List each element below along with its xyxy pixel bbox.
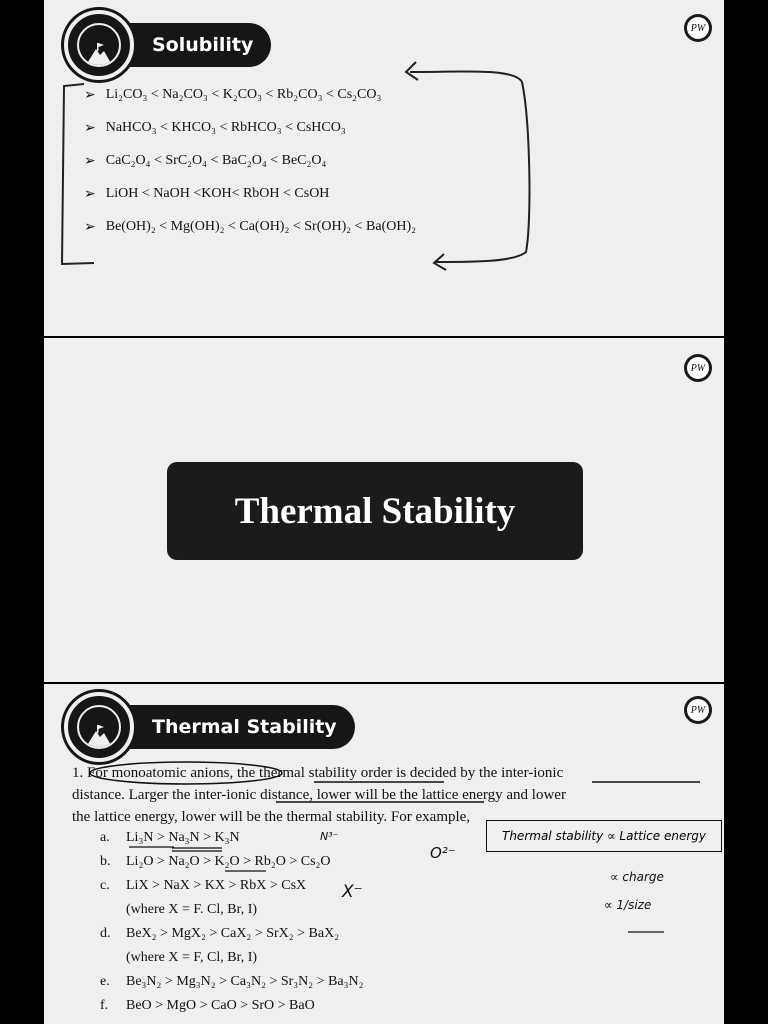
list-item: f. BeO > MgO > CaO > SrO > BaO: [100, 998, 315, 1013]
thermal-heading: Thermal Stability: [116, 705, 355, 749]
pw-logo-text: PW: [687, 699, 709, 721]
example-list: [100, 826, 364, 1018]
paragraph-line: For monoatomic anions, the thermal stability order is decided by the inter-ionic: [87, 765, 564, 781]
list-item: ➢ Be(OH)₂ < Mg(OH)₂ < Ca(OH)₂ < Sr(OH)₂ < Ba(OH)₂: [84, 218, 416, 235]
solubility-list: [84, 78, 416, 243]
list-item: ➢ NaHCO₃ < KHCO₃ < RbHCO₃ < CsHCO₃: [84, 119, 346, 136]
handwritten-charge: ∝ charge: [610, 870, 664, 884]
mountain-icon: [64, 692, 134, 762]
item-number: 1.: [72, 765, 84, 781]
slide-thermal-stability: [44, 684, 724, 1024]
handwritten-size: ∝ 1/size: [604, 898, 652, 912]
slide-solubility: [44, 0, 724, 336]
handwritten-oxide: O²⁻: [430, 844, 456, 862]
section-title: Thermal Stability: [167, 462, 583, 560]
pw-logo: [684, 354, 712, 382]
list-item: d. BeX₂ > MgX₂ > CaX₂ > SrX₂ > BaX₂: [100, 926, 340, 941]
list-item: a. Li₃N > Na₃N > K₃N: [100, 830, 240, 845]
list-item: ➢ Li₂CO₃ < Na₂CO₃ < K₂CO₃ < Rb₂CO₃ < Cs₂CO₃: [84, 86, 382, 103]
handwritten-box-note: Thermal stability ∝ Lattice energy: [486, 820, 722, 852]
list-item: (where X = F. Cl, Br, I): [126, 902, 258, 917]
paragraph-line: the lattice energy, lower will be the thermal stability. For example,: [72, 809, 471, 825]
list-item: ➢ LiOH < NaOH <KOH< RbOH < CsOH: [84, 185, 330, 202]
mountain-icon: [64, 10, 134, 80]
list-item: c. LiX > NaX > KX > RbX > CsX: [100, 878, 307, 893]
solubility-heading: Solubility: [116, 23, 271, 67]
pw-logo-text: PW: [687, 17, 709, 39]
slide-section-title: [44, 338, 724, 682]
list-item: ➢ CaC₂O₄ < SrC₂O₄ < BaC₂O₄ < BeC₂O₄: [84, 152, 327, 169]
pw-logo-text: PW: [687, 357, 709, 379]
list-item: e. Be₃N₂ > Mg₃N₂ > Ca₃N₂ > Sr₃N₂ > Ba₃N₂: [100, 974, 364, 989]
handwritten-nitride: N³⁻: [320, 830, 339, 843]
paragraph-line: distance. Larger the inter-ionic distance, lower will be the lattice energy and lower: [72, 787, 566, 803]
list-item: b. Li₂O > Na₂O > K₂O > Rb₂O > Cs₂O: [100, 854, 331, 869]
handwritten-halide: X⁻: [342, 882, 363, 902]
list-item: (where X = F, Cl, Br, I): [126, 950, 258, 965]
